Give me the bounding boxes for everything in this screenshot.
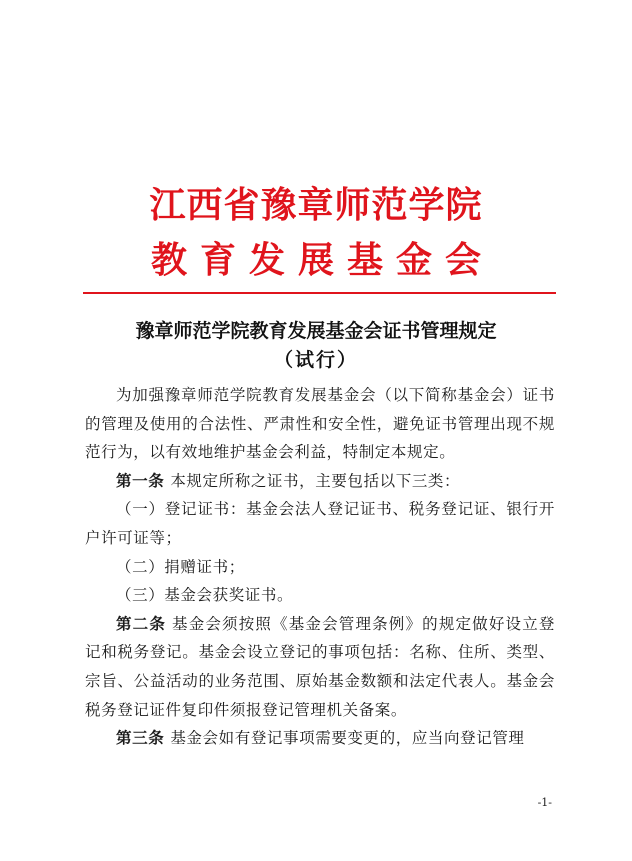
paragraph-article-2	[85, 610, 555, 724]
paragraph-text: （三）基金会获奖证书。	[116, 586, 294, 605]
article-label: 第一条	[116, 470, 165, 490]
document-subtitle: （试行）	[273, 349, 358, 371]
document-title: 豫章师范学院教育发展基金会证书管理规定	[135, 320, 497, 342]
document-body	[85, 381, 555, 753]
paragraph-item-2	[85, 553, 555, 582]
letterhead-divider	[83, 292, 556, 294]
paragraph-item-3	[85, 581, 555, 610]
paragraph-text: 本规定所称之证书，主要包括以下三类：	[170, 471, 461, 490]
paragraph-text: 基金会如有登记事项需要变更的，应当向登记管理	[170, 729, 525, 748]
paragraph-text: （二）捐赠证书；	[116, 557, 245, 576]
paragraph-intro	[85, 381, 555, 467]
article-label: 第二条	[116, 613, 167, 633]
paragraph-text: （一）登记证书：基金会法人登记证书、税务登记证、银行开户许可证等；	[85, 500, 555, 547]
letterhead-line-2: 教育发展基金会	[150, 240, 494, 281]
paragraph-item-1	[85, 495, 555, 552]
article-label: 第三条	[116, 728, 165, 748]
paragraph-text: 基金会须按照《基金会管理条例》的规定做好设立登记和税务登记。基金会设立登记的事项包括：名称、住所、类型、宗旨、公益活动的业务范围、原始基金数额和法定代表人。基金会税务登记证件复印件须报登记管理机关备案。	[85, 614, 555, 719]
letterhead-line-1: 江西省豫章师范学院	[149, 185, 483, 226]
paragraph-article-3	[85, 724, 555, 753]
paragraph-text: 为加强豫章师范学院教育发展基金会（以下简称基金会）证书的管理及使用的合法性、严肃性和安全性，避免证书管理出现不规范行为，以有效地维护基金会利益，特制定本规定。	[85, 386, 555, 462]
paragraph-article-1	[85, 467, 555, 496]
page-number: -1-	[537, 796, 552, 809]
